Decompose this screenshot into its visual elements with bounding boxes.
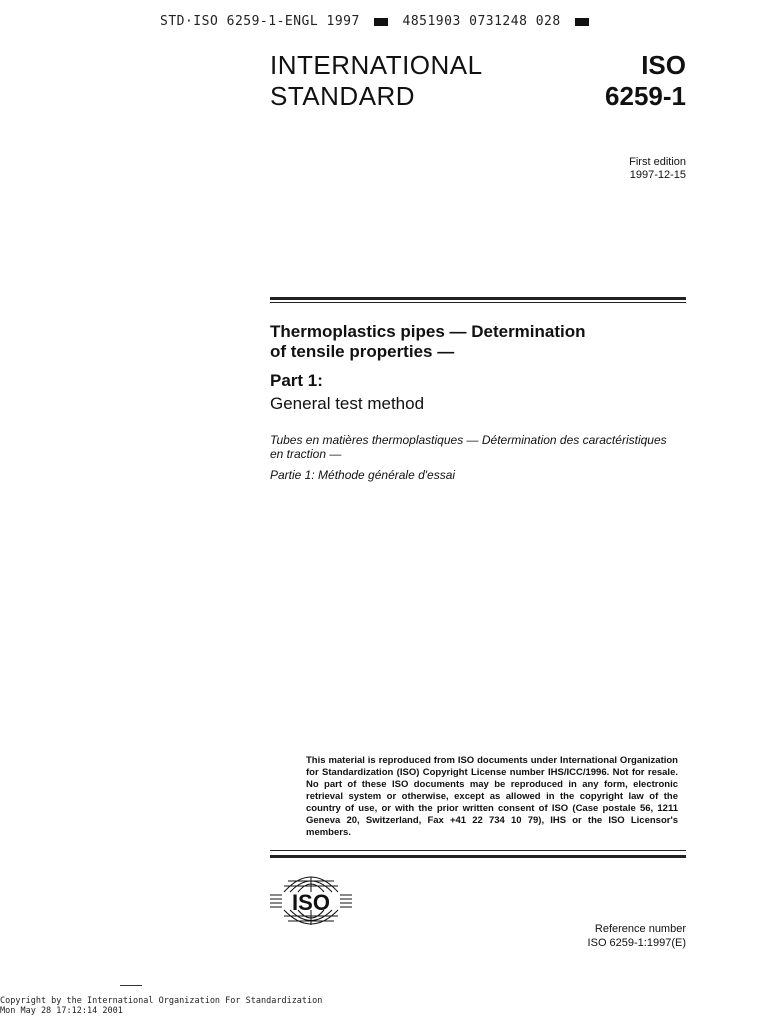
scan-mark	[120, 985, 142, 986]
part-number: Part 1:	[270, 371, 323, 390]
edition-label: First edition	[629, 156, 686, 168]
part-title: General test method	[270, 394, 425, 413]
footer-line2: Mon May 28 17:12:14 2001	[0, 1006, 123, 1016]
scan-block-mark	[374, 18, 388, 26]
scan-header-right: 4851903 0731248 028	[402, 14, 561, 29]
french-part-title: Partie 1: Méthode générale d'essai	[270, 468, 456, 482]
copyright-notice: This material is reproduced from ISO documents under International Organization for Standardization (ISO) Copyright License number IHS/ICC/1996. Not for resale. No part of these ISO documents may be reproduced in any form, electronic retrieval system or otherwise, except as allowed in the copyright law of the country of use, or with the prior written consent of ISO (Case postale 56, 1211 Geneva 20, Switzerland, Fax +41 22 734 10 79), IHS or the ISO Licensor's members.	[306, 755, 678, 838]
scan-header-left: STD·ISO 6259-1-ENGL 1997	[160, 14, 360, 29]
standard-org: ISO	[641, 50, 686, 80]
document-type-line2: STANDARD	[270, 81, 416, 111]
french-title	[270, 433, 700, 461]
copyright-footer	[0, 996, 322, 1016]
bottom-divider-thin	[270, 850, 686, 851]
document-title	[270, 322, 690, 362]
bottom-divider-thick	[270, 855, 686, 858]
iso-logo-text: ISO	[292, 890, 330, 915]
french-title-line1: Tubes en matières thermoplastiques — Détermination des caractéristiques	[270, 433, 667, 447]
document-type	[270, 50, 483, 112]
edition-info	[629, 156, 686, 182]
standard-number	[605, 50, 686, 112]
standard-number-value: 6259-1	[605, 81, 686, 111]
top-divider-thick	[270, 297, 686, 300]
iso-globe-icon	[270, 868, 352, 932]
reference-number	[588, 922, 686, 950]
iso-logo	[270, 868, 352, 932]
reference-label: Reference number	[594, 923, 686, 935]
document-type-line1: INTERNATIONAL	[270, 50, 483, 80]
footer-line1: Copyright by the International Organization For Standardization	[0, 996, 323, 1006]
french-title-line2: en traction —	[270, 447, 342, 461]
scan-header	[160, 14, 595, 29]
scan-block-mark	[575, 18, 589, 26]
top-divider-thin	[270, 302, 686, 303]
title-line2: of tensile properties —	[270, 342, 455, 361]
title-line1: Thermoplastics pipes — Determination	[270, 322, 586, 341]
edition-date: 1997-12-15	[629, 169, 686, 181]
reference-value: ISO 6259-1:1997(E)	[587, 937, 686, 949]
